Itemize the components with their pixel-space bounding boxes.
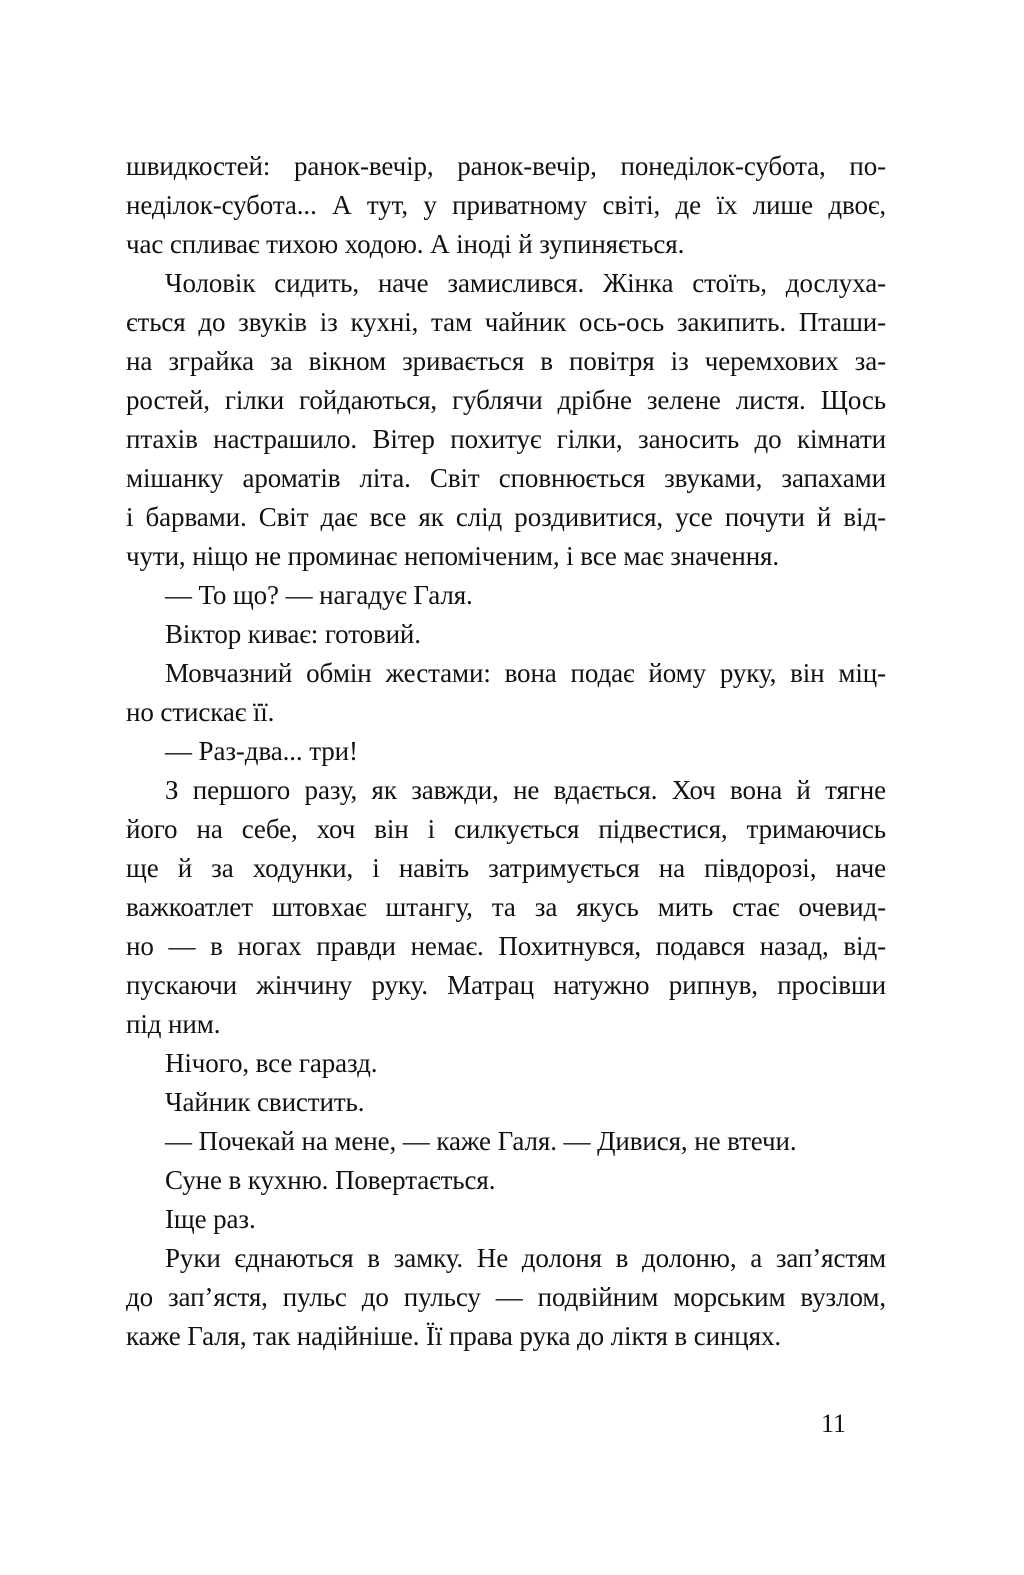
text-block — [126, 147, 886, 1356]
text-line: Руки єднаються в замку. Не долоня в долоню, а зап’ястям — [165, 1243, 886, 1273]
text-line: швидкостей: ранок-вечір, ранок-вечір, понеділок-субота, по- — [126, 151, 886, 181]
text-line: важкоатлет штовхає штангу, та за якусь мить стає очевид- — [126, 892, 886, 922]
text-line: до зап’ястя, пульс до пульсу — подвійним морським вузлом, — [126, 1282, 886, 1312]
text-line: Віктор киває: готовий. — [165, 619, 421, 649]
text-line: Мовчазний обмін жестами: вона подає йому руку, він міц- — [165, 658, 886, 688]
text-line: його на себе, хоч він і силкується підвестися, тримаючись — [126, 814, 886, 844]
text-line: З першого разу, як завжди, не вдається. Хоч вона й тягне — [165, 775, 886, 805]
text-line: під ним. — [126, 1009, 221, 1039]
text-line: ється до звуків із кухні, там чайник ось-ось закипить. Пташи- — [126, 307, 886, 337]
text-line: чути, ніщо не проминає непоміченим, і все має значення. — [126, 541, 780, 571]
text-line: — Раз-два... три! — [165, 736, 358, 766]
text-line: Нічого, все гаразд. — [165, 1048, 378, 1078]
text-line: і барвами. Світ дає все як слід роздивитися, усе почути й від- — [126, 502, 886, 532]
text-line: — То що? — нагадує Галя. — [165, 580, 473, 610]
text-line: на зграйка за вікном зривається в повітря із черемхових за- — [126, 346, 886, 376]
page-number: 11 — [820, 1409, 846, 1438]
text-line: неділок-субота... А тут, у приватному світі, де їх лише двоє, — [126, 190, 886, 220]
text-line: Чоловік сидить, наче замислився. Жінка стоїть, дослуха- — [165, 268, 886, 298]
text-line: ще й за ходунки, і навіть затримується на півдорозі, наче — [126, 853, 886, 883]
text-line: каже Галя, так надійніше. Її права рука до ліктя в синцях. — [126, 1321, 782, 1351]
text-line: пускаючи жінчину руку. Матрац натужно рипнув, просівши — [126, 970, 886, 1000]
text-line: ростей, гілки гойдаються, гублячи дрібне зелене листя. Щось — [126, 385, 886, 415]
text-line: птахів настрашило. Вітер похитує гілки, заносить до кімнати — [126, 424, 886, 454]
text-line: — Почекай на мене, — каже Галя. — Дивися, не втечи. — [165, 1126, 797, 1156]
text-line: мішанку ароматів літа. Світ сповнюється звуками, запахами — [126, 463, 886, 493]
text-line: Суне в кухню. Повертається. — [165, 1165, 496, 1195]
text-line: Чайник свистить. — [165, 1087, 365, 1117]
text-line: час спливає тихою ходою. А іноді й зупиняється. — [126, 229, 685, 259]
text-line: но стискає її. — [126, 697, 275, 727]
text-line: но — в ногах правди немає. Похитнувся, подався назад, від- — [126, 931, 886, 961]
text-line: Іще раз. — [165, 1204, 256, 1234]
